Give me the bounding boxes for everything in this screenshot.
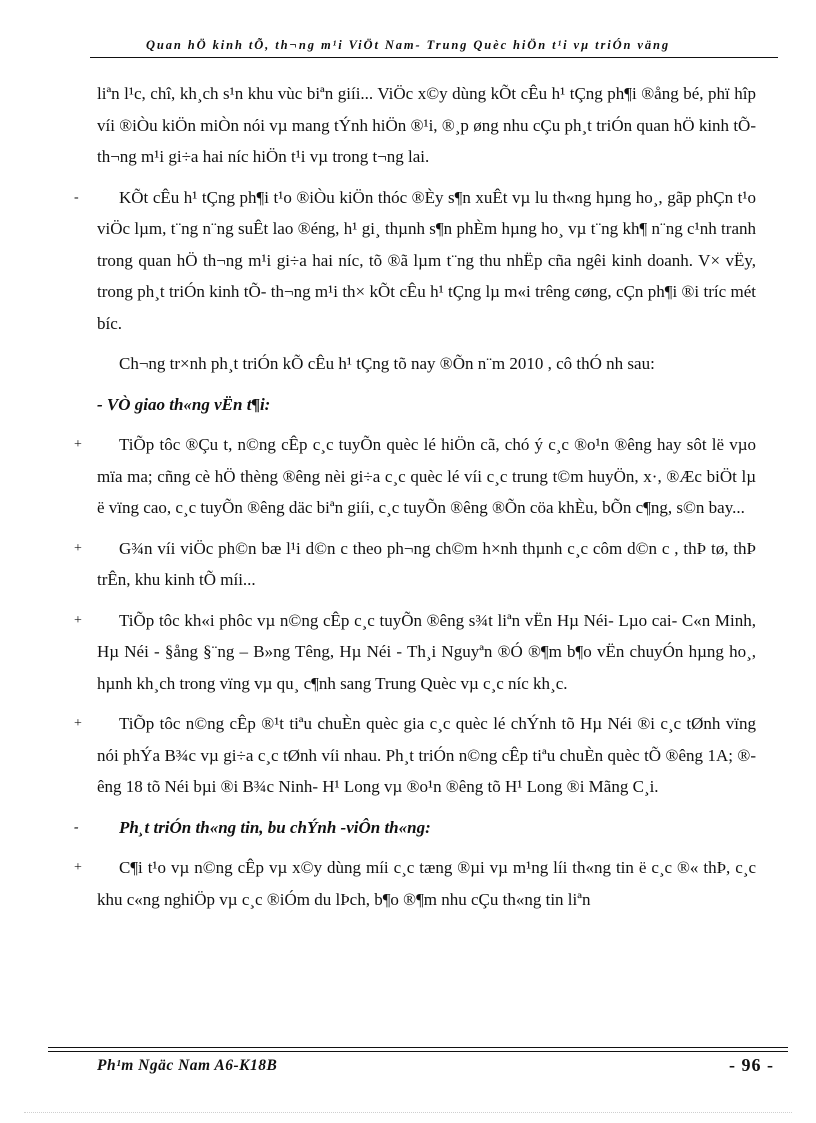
paragraph-text: KÕt cÊu h¹ tÇng ph¶i t¹o ®iÒu kiÖn thóc ®Èy s¶n xuÊt vµ lu th«ng hµng ho¸, gãp phÇn t¹o viÖc lµm, t¨ng n¨ng suÊt lao ®éng, h¹ gi¸ thµnh s¶n phÈm hµng ho¸ vµ t¨ng kh¶ n¨ng c¹nh tranh trong quan hÖ th¬ng m¹i gi÷a hai níc, tõ ®ã lµm t¨ng thu nhËp cña ngêi kinh doanh. V× vËy, trong ph¸t triÓn kinh tÕ- th¬ng m¹i th× kÕt cÊu h¹ tÇng lµ m«i trêng cøng, cÇn ph¶i ®i tríc mét bíc. bbox=[97, 187, 756, 333]
header-rule bbox=[90, 57, 778, 58]
list-item-resettlement bbox=[74, 533, 756, 596]
list-item-text: G¾n víi viÖc ph©n bæ l¹i d©n c theo ph¬ng ch©m h×nh thµnh c¸c côm d©n c , thÞ tø, thÞ trÊn, khu kinh tÕ míi... bbox=[97, 538, 756, 589]
list-item-text: TiÕp tôc n©ng cÊp ®¹t tiªu chuÈn quèc gia c¸c quèc lé chÝnh tõ Hµ Néi ®i c¸c tØnh vïng nói phÝa B¾c vµ gi÷a c¸c tØnh víi nhau. Ph¸t triÓn n©ng cÊp tiªu chuÈn quèc tÕ ®êng 1A; ®êng 18 tõ Néi bµi ®i B¾c Ninh- H¹ Long vµ ®o¹n ®êng tõ H¹ Long ®i Mãng C¸i. bbox=[97, 714, 756, 796]
paragraph-programme bbox=[97, 348, 756, 380]
footer-rule bbox=[48, 1047, 788, 1048]
list-item-telecom bbox=[74, 852, 756, 915]
plus-marker: + bbox=[74, 612, 82, 628]
dash-marker: - bbox=[74, 189, 79, 205]
plus-marker: + bbox=[74, 437, 82, 452]
paragraph-text: Ch¬ng tr×nh ph¸t triÓn kÕ cÊu h¹ tÇng tõ nay ®Õn n¨m 2010 , cô thÓ nh sau: bbox=[119, 354, 655, 373]
list-item-text: C¶i t¹o vµ n©ng cÊp vµ x©y dùng míi c¸c tæng ®µi vµ m¹ng líi th«ng tin ë c¸c ®« thÞ, c¸c khu c«ng nghiÖp vµ c¸c ®iÓm du lÞch, b¶o ®¶m nhu cÇu th«ng tin liªn bbox=[97, 858, 756, 909]
dash-marker: - bbox=[74, 819, 79, 835]
list-item-railways bbox=[74, 605, 756, 700]
footer-author: Ph¹m Ngäc Nam A6-K18B bbox=[97, 1057, 278, 1074]
list-item-text: TiÕp tôc kh«i phôc vµ n©ng cÊp c¸c tuyÕn ®êng s¾t liªn vËn Hµ Néi- Lµo cai- C«n Minh, Hµ Néi - §ång §¨ng – B»ng Têng, Hµ Néi - Th¸i Nguyªn ®Ó ®¶m b¶o vËn chuyÓn hµng ho¸, hµnh kh¸ch trong vïng vµ qu¸ c¶nh sang Trung Quèc vµ c¸c níc kh¸c. bbox=[97, 610, 756, 693]
page-edge-dots bbox=[24, 1112, 792, 1113]
heading-transport: - VÒ giao th«ng vËn t¶i: bbox=[97, 394, 271, 414]
plus-marker: + bbox=[74, 716, 82, 731]
footer-rule bbox=[48, 1051, 788, 1052]
paragraph-text: liªn l¹c, chî, kh¸ch s¹n khu vùc biªn giíi... ViÖc x©y dùng kÕt cÊu h¹ tÇng ph¶i ®ång bé, phï hîp víi ®iÒu kiÖn miÒn nói vµ mang tÝnh hiÖn ®¹i, ®¸p øng nhu cÇu ph¸t triÓn quan hÖ kinh tÕ- th¬ng m¹i gi÷a hai níc hiÖn t¹i vµ trong t¬ng lai. bbox=[97, 84, 756, 166]
heading-text: Ph¸t triÓn th«ng tin, bu chÝnh -viÔn th«ng: bbox=[119, 817, 431, 837]
plus-marker: + bbox=[74, 860, 82, 875]
list-item-roads bbox=[74, 429, 756, 524]
paragraph-continuation bbox=[97, 78, 756, 173]
page-number: - 96 - bbox=[729, 1055, 774, 1075]
list-item-national-roads bbox=[74, 708, 756, 803]
list-item-text: TiÕp tôc ®Çu t, n©ng cÊp c¸c tuyÕn quèc lé hiÖn cã, chó ý c¸c ®o¹n ®êng hay sôt lë vµo mïa ma; cñng cè hÖ thèng ®êng nèi gi÷a c¸c quèc lé víi c¸c trung t©m huyÖn, x·, ®Æc biÖt lµ ë vïng cao, c¸c tuyÕn ®êng däc biªn giíi, c¸c tuyÕn ®êng ®Õn cöa khÈu, bÕn c¶ng, s©n bay... bbox=[97, 435, 756, 517]
heading-telecom bbox=[74, 812, 756, 844]
paragraph-infrastructure bbox=[74, 182, 756, 340]
plus-marker: + bbox=[74, 540, 82, 556]
page-body bbox=[74, 78, 756, 924]
running-header: Quan hÖ kinh tÕ, th¬ng m¹i ViÖt Nam- Trung Quèc hiÖn t¹i vµ triÓn väng bbox=[146, 38, 670, 52]
